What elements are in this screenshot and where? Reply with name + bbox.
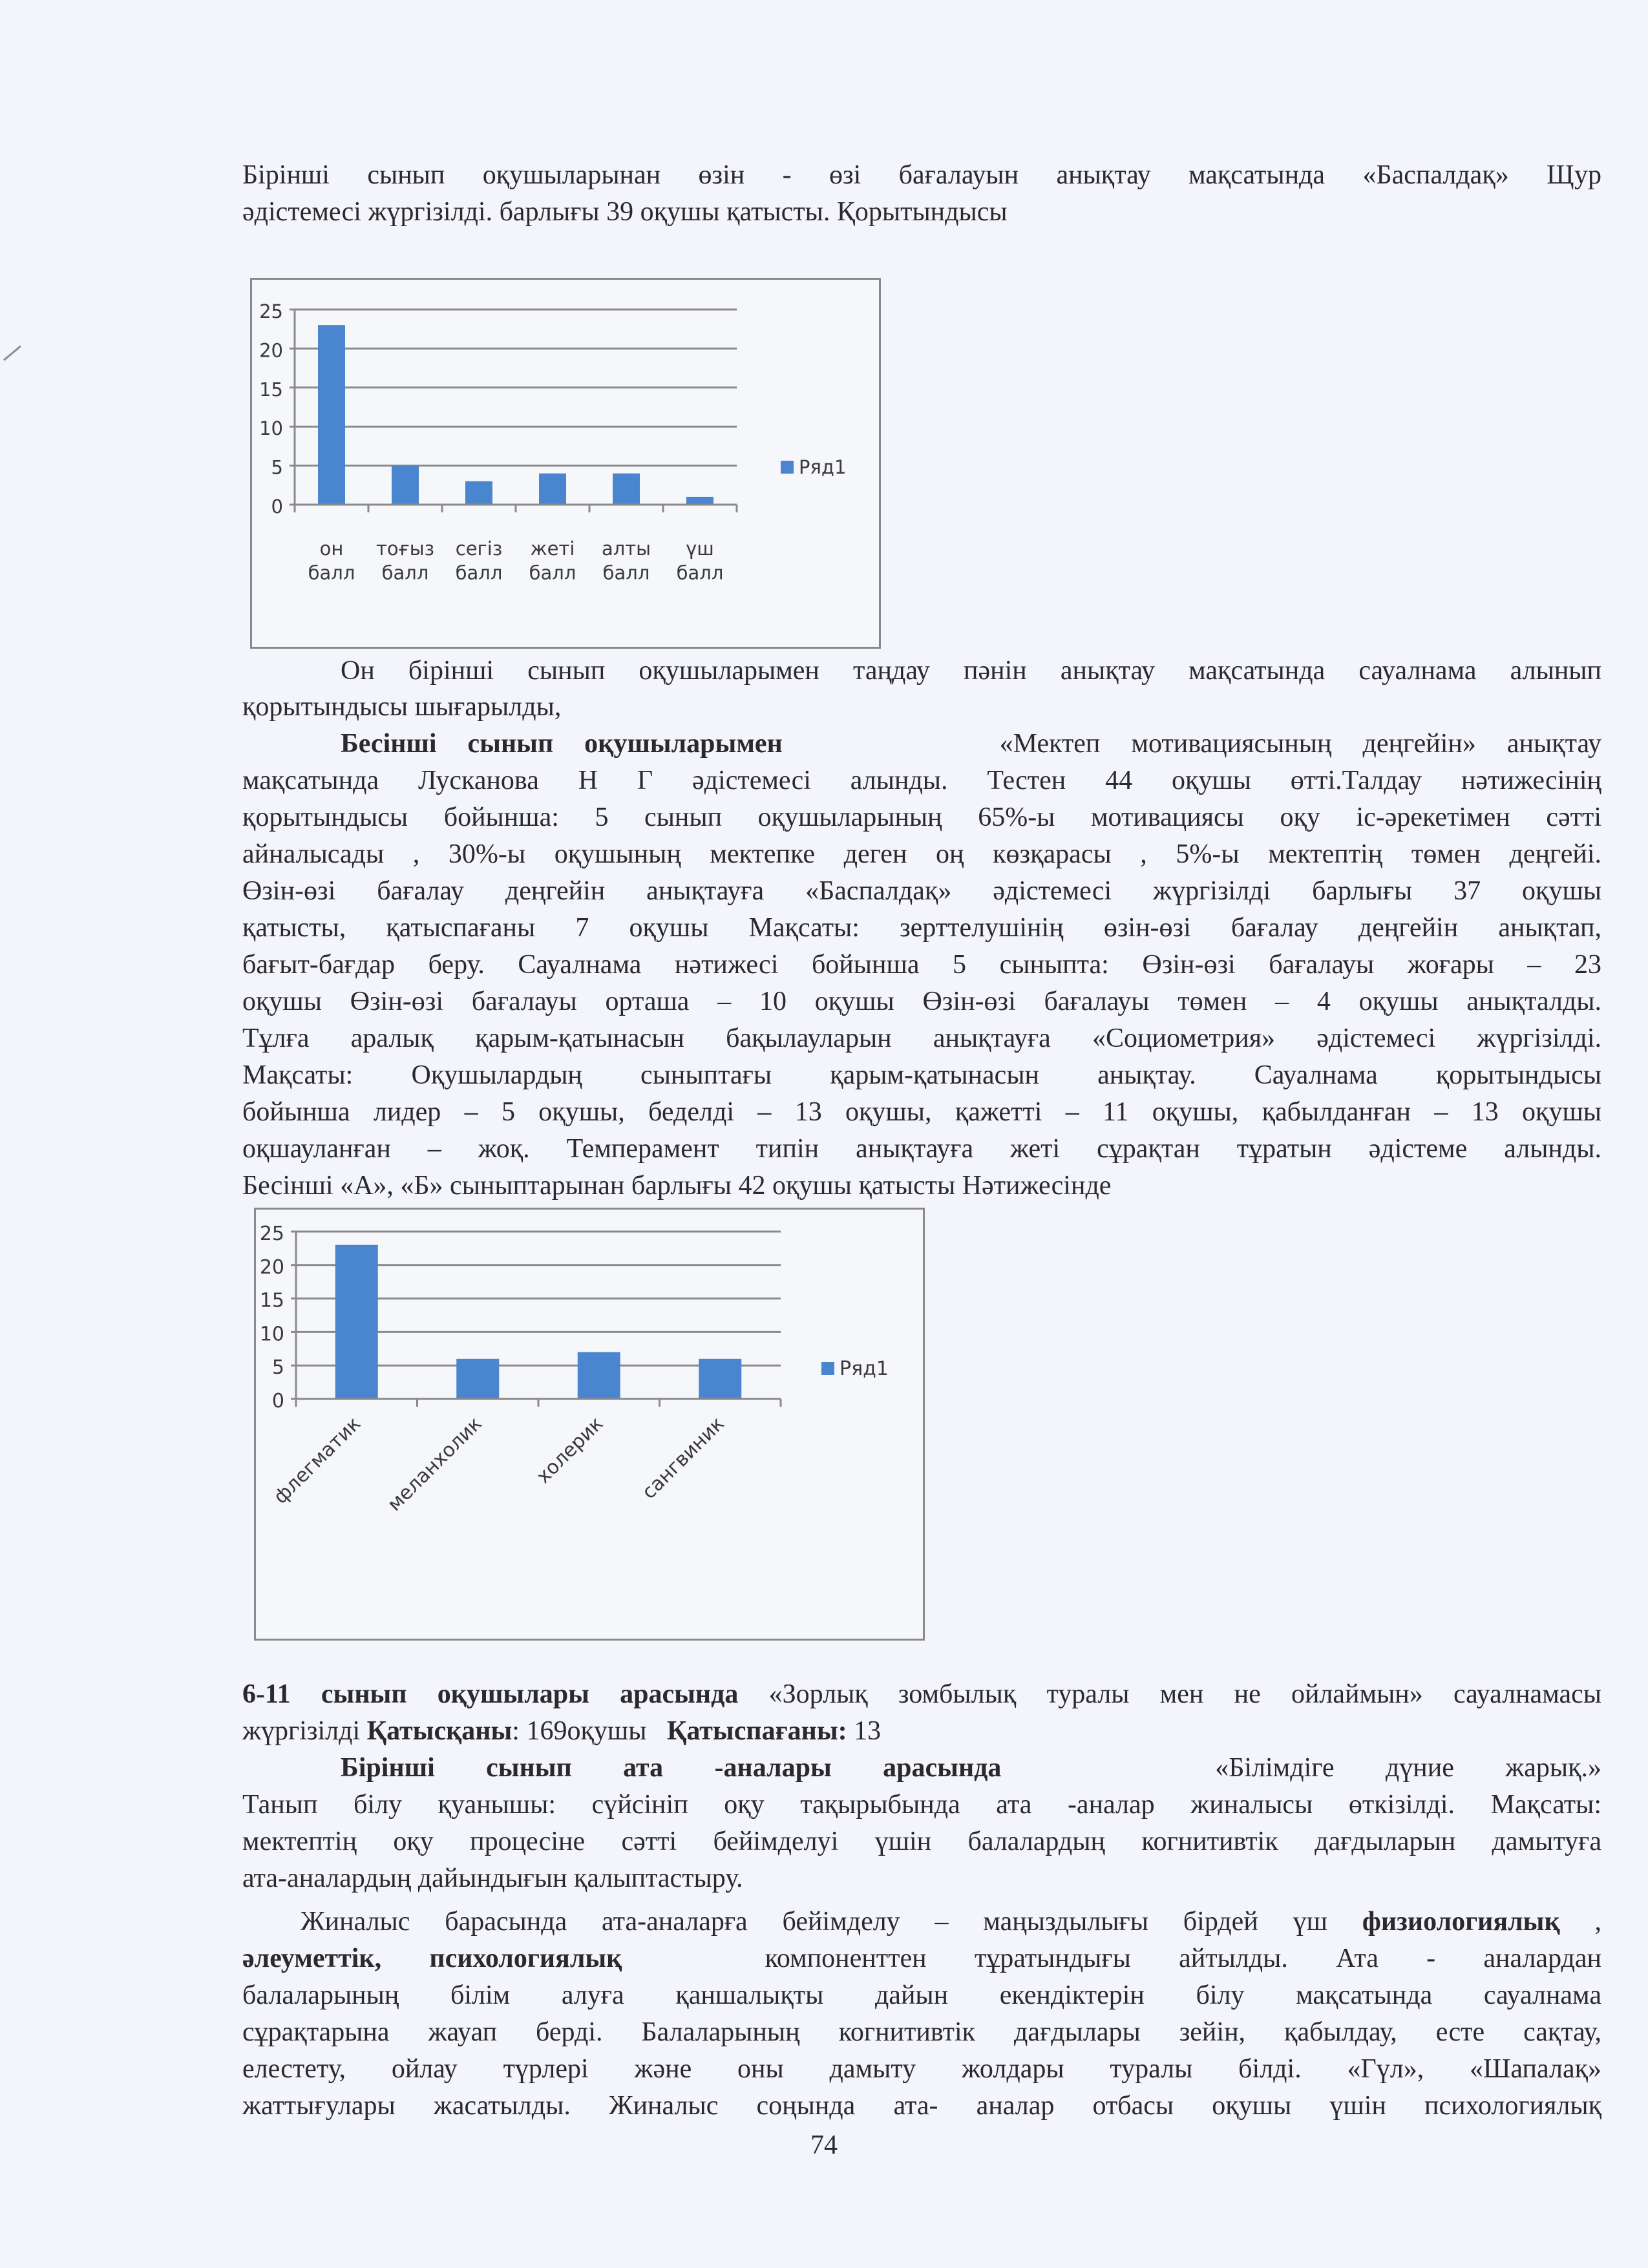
x-tick-label-part: алты bbox=[601, 538, 651, 560]
paragraph-2-line-2: қорытындысы шығарылды, bbox=[242, 692, 562, 722]
x-tick-label-part: балл bbox=[602, 562, 650, 584]
y-tick-label: 0 bbox=[271, 496, 283, 518]
y-tick-label: 15 bbox=[259, 378, 283, 401]
paragraph-6-line-1 bbox=[301, 1904, 1601, 1940]
page-number: 74 bbox=[810, 2130, 838, 2160]
x-tick-label-part: тоғыз bbox=[375, 538, 435, 560]
paragraph-6-line-3: балаларының білім алуға қаншалықты дайын екендіктерін білу мақсатында сауалнама bbox=[242, 1980, 1601, 2010]
x-tick-label bbox=[456, 538, 503, 584]
y-tick-label: 5 bbox=[271, 456, 283, 479]
chart-1-frame bbox=[250, 278, 881, 649]
x-tick-label-part: балл bbox=[676, 562, 724, 584]
paragraph-4-lead: 6-11 сынып оқушылары арасында bbox=[242, 1679, 739, 1709]
x-tick-label: сангвиник bbox=[637, 1412, 729, 1504]
bar bbox=[318, 325, 345, 505]
paragraph-5-line-4: ата-аналардың дайындығын қалыптастыру. bbox=[242, 1864, 743, 1893]
paragraph-4-line-2 bbox=[242, 1713, 1601, 1749]
chart-2 bbox=[256, 1210, 923, 1639]
legend-swatch-icon bbox=[821, 1362, 834, 1375]
paragraph-5-line-2: Танып білу қуанышы: сүйсініп оқу тақырыбында ата -аналар жиналысы өткізілді. Мақсаты: bbox=[242, 1790, 1601, 1820]
bar bbox=[686, 497, 713, 505]
x-tick-label-part: он bbox=[319, 538, 344, 560]
x-tick-label bbox=[677, 538, 724, 584]
y-tick-label: 25 bbox=[259, 300, 283, 322]
paragraph-6-line-1-text: Жиналыс барасында ата-аналарға бейімделу – маңыздылығы бірдей үш bbox=[301, 1907, 1327, 1937]
paragraph-3-line-13: Бесінші «А», «Б» сыныптарынан барлығы 42 оқушы қатысты Нәтижесінде bbox=[242, 1171, 1112, 1201]
bar bbox=[335, 1245, 378, 1399]
x-tick-label-part: сегіз bbox=[455, 538, 503, 560]
legend-swatch-icon bbox=[781, 461, 794, 474]
x-tick-label-part: балл bbox=[529, 562, 576, 584]
x-tick-label bbox=[308, 538, 355, 584]
bar bbox=[465, 481, 492, 505]
x-tick-label: холерик bbox=[532, 1412, 608, 1488]
y-tick-label: 10 bbox=[259, 1323, 284, 1346]
paragraph-5-line-3: мектептің оқу процесіне сәтті бейімделуі үшін балалардың когнитивтік дағдыларын дамытуға bbox=[242, 1827, 1601, 1856]
paragraph-6-line-2-rest: компоненттен тұратындығы айтылды. Ата - аналардан bbox=[765, 1944, 1601, 1973]
x-tick-label-part: балл bbox=[455, 562, 503, 584]
bar bbox=[456, 1359, 499, 1399]
paragraph-6-social-psych: әлеуметтік, психологиялық bbox=[242, 1944, 622, 1973]
scan-artifact bbox=[3, 345, 21, 361]
paragraph-6-physiological: физиологиялық bbox=[1362, 1907, 1560, 1937]
x-tick-label-part: балл bbox=[308, 562, 355, 584]
paragraph-6-line-2 bbox=[242, 1940, 1601, 1977]
paragraph-3-line-6: қатысты, қатыспағаны 7 оқушы Мақсаты: зерттелушінің өзін-өзі бағалау деңгейін анықтап, bbox=[242, 913, 1601, 943]
paragraph-6-line-6: жаттығулары жасатылды. Жиналыс соңында ата- аналар отбасы оқушы үшін психологиялық bbox=[242, 2091, 1601, 2121]
x-tick-label: меланхолик bbox=[383, 1412, 487, 1516]
chart-2-frame bbox=[254, 1208, 925, 1641]
paragraph-5-line-1-rest: «Білімдіге дүние жарық.» bbox=[1215, 1753, 1601, 1783]
y-tick-label: 5 bbox=[271, 1356, 284, 1380]
paragraph-4-line-1 bbox=[242, 1676, 1601, 1712]
legend-label: Ряд1 bbox=[799, 456, 847, 478]
paragraph-4-line-1-rest: «Зорлық зомбылық туралы мен не ойлаймын» сауалнамасы bbox=[768, 1679, 1601, 1709]
participated-label: Қатысқаны bbox=[366, 1716, 512, 1746]
y-tick-label: 20 bbox=[259, 1255, 284, 1279]
y-tick-label: 10 bbox=[259, 417, 283, 440]
paragraph-5-line-1 bbox=[341, 1750, 1601, 1786]
participated-value: : 169оқушы bbox=[512, 1716, 647, 1746]
paragraph-3-line-1-rest: «Мектеп мотивациясының деңгейін» анықтау bbox=[999, 729, 1601, 759]
y-tick-label: 15 bbox=[259, 1289, 284, 1312]
paragraph-3-line-10: Мақсаты: Оқушылардың сыныптағы қарым-қатынасын анықтау. Сауалнама қорытындысы bbox=[242, 1060, 1601, 1090]
chart-1 bbox=[252, 280, 879, 647]
paragraph-3-line-9: Тұлға аралық қарым-қатынасын бақылауларын анықтауға «Социометрия» әдістемесі жүргізілді. bbox=[242, 1024, 1601, 1053]
bar bbox=[613, 474, 640, 505]
x-tick-label: флегматик bbox=[269, 1412, 366, 1509]
paragraph-3-line-1 bbox=[341, 726, 1601, 762]
x-tick-label bbox=[376, 538, 434, 584]
paragraph-6-line-5: елестету, ойлау түрлері және оны дамыту жолдары туралы білді. «Гүл», «Шапалақ» bbox=[242, 2054, 1601, 2084]
paragraph-3-line-3: қорытындысы бойынша: 5 сынып оқушыларының 65%-ы мотивациясы оқу іс-әрекетімен сәтті bbox=[242, 803, 1601, 832]
paragraph-3-line-4: айналысады , 30%-ы оқушының мектепке деген оң көзқарасы , 5%-ы мектептің төмен деңгейі. bbox=[242, 839, 1601, 869]
paragraph-3-line-5: Өзін-өзі бағалау деңгейін анықтауға «Баспалдақ» әдістемесі жүргізілді барлығы 37 оқушы bbox=[242, 876, 1601, 906]
paragraph-3-line-2: мақсатында Лусканова Н Г әдістемесі алынды. Тестен 44 оқушы өтті.Талдау нәтижесінің bbox=[242, 766, 1601, 795]
paragraph-3-line-7: бағыт-бағдар беру. Сауалнама нәтижесі бойынша 5 сыныпта: Өзін-өзі бағалауы жоғары – 23 bbox=[242, 950, 1601, 980]
paragraph-1-line-2: әдістемесі жүргізілді. барлығы 39 оқушы қатысты. Қорытындысы bbox=[242, 197, 1008, 227]
bar bbox=[539, 474, 566, 505]
paragraph-2-line-1: Он бірінші сынып оқушыларымен таңдау пәнін анықтау мақсатында сауалнама алынып bbox=[341, 656, 1601, 686]
absent-label: Қатыспағаны: bbox=[666, 1716, 847, 1746]
bar bbox=[578, 1352, 620, 1399]
x-tick-label-part: жеті bbox=[530, 538, 575, 560]
paragraph-3-lead: Бесінші сынып оқушыларымен bbox=[341, 729, 783, 759]
y-tick-label: 0 bbox=[271, 1390, 284, 1412]
absent-value: 13 bbox=[854, 1716, 882, 1746]
paragraph-3-line-11: бойынша лидер – 5 оқушы, беделді – 13 оқушы, қажетті – 11 оқушы, қабылданған – 13 оқушы bbox=[242, 1097, 1601, 1127]
x-tick-label-part: балл bbox=[381, 562, 429, 584]
y-tick-label: 25 bbox=[259, 1223, 284, 1245]
paragraph-4-line-2-text: жүргізілді bbox=[242, 1716, 361, 1746]
bar bbox=[392, 466, 419, 505]
paragraph-5-lead: Бірінші сынып ата -аналары арасында bbox=[341, 1753, 1002, 1783]
paragraph-3-line-8: оқушы Өзін-өзі бағалауы орташа – 10 оқушы Өзін-өзі бағалауы төмен – 4 оқушы анықталды. bbox=[242, 987, 1601, 1016]
legend-label: Ряд1 bbox=[840, 1358, 889, 1380]
y-tick-label: 20 bbox=[259, 339, 283, 362]
x-tick-label bbox=[529, 538, 576, 584]
paragraph-1-line-1: Бірінші сынып оқушыларынан өзін - өзі бағалауын анықтау мақсатында «Баспалдақ» Щур bbox=[242, 160, 1601, 190]
bar bbox=[699, 1359, 741, 1399]
paragraph-6-line-4: сұрақтарына жауап берді. Балаларының когнитивтік дағдылары зейін, қабылдау, есте сақтау, bbox=[242, 2017, 1601, 2047]
paragraph-6-comma: , bbox=[1594, 1907, 1601, 1937]
x-tick-label-part: үш bbox=[686, 538, 714, 560]
paragraph-3-line-12: оқшауланған – жоқ. Темперамент типін анықтауға жеті сұрақтан тұратын әдістеме алынды. bbox=[242, 1134, 1601, 1164]
x-tick-label bbox=[602, 538, 651, 584]
